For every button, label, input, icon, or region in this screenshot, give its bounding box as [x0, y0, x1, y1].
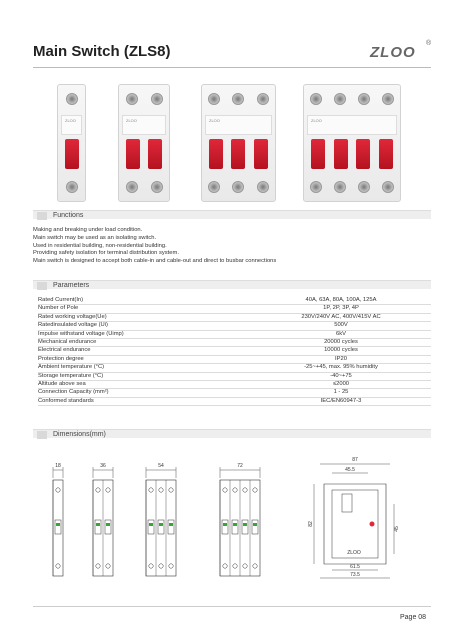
green-indicator [159, 523, 163, 526]
parameter-name: Connection Capacity (mm²) [38, 389, 251, 397]
parameter-row [38, 305, 431, 313]
parameter-row [38, 355, 431, 363]
functions-list [33, 227, 431, 266]
side-height-dimension-label: 82 [308, 521, 314, 527]
handle-outline [232, 520, 238, 534]
side-bottom-dimension-label: 73.5 [350, 572, 360, 578]
red-toggle-handle [148, 139, 162, 169]
screw-icon [382, 181, 394, 193]
parameter-row [38, 297, 431, 305]
label-plate-brand: ZLOO [126, 118, 137, 123]
breaker-photo-2p [118, 84, 170, 202]
terminal-screws [202, 93, 275, 105]
label-plate-brand: ZLOO [311, 118, 322, 123]
green-indicator [56, 523, 60, 526]
breaker-photo-3p [201, 84, 276, 202]
red-toggle-handle [254, 139, 268, 169]
functions-heading: Functions [53, 212, 84, 219]
side-inner-bottom-dimension-label: 61.5 [350, 564, 360, 570]
green-indicator [96, 523, 100, 526]
side-inner-top-dimension-label: 45.5 [345, 467, 355, 473]
width-dimension-label: 72 [237, 463, 243, 469]
function-line: Main switch is designed to accept both cable-in and cable-out and direct to busbar connections [33, 258, 277, 265]
registered-mark: ® [426, 40, 432, 47]
green-indicator [253, 523, 257, 526]
section-marker [37, 431, 47, 439]
red-toggle-handle [65, 139, 79, 169]
terminal-screws [202, 181, 275, 193]
toggle-handles [122, 139, 166, 169]
parameter-name: Protection degree [38, 355, 251, 363]
red-toggle-handle [356, 139, 370, 169]
screw-icon [358, 93, 370, 105]
handle-outline [55, 520, 61, 534]
green-indicator [169, 523, 173, 526]
parameter-row [38, 347, 431, 355]
parameter-name: Altitude above sea [38, 381, 251, 389]
screw-icon [257, 181, 269, 193]
function-line: Main switch may be used as an isolating switch. [33, 234, 157, 241]
breaker-photo-4p [303, 84, 401, 202]
screw-icon [151, 93, 163, 105]
terminal-screws [58, 93, 85, 105]
parameter-value: 40A, 63A, 80A, 100A, 125A [251, 297, 431, 305]
parameter-value: 10000 cycles [251, 347, 431, 355]
red-toggle-handle [379, 139, 393, 169]
parameter-value: 6kV [251, 330, 431, 338]
screw-icon [358, 181, 370, 193]
red-toggle-handle [231, 139, 245, 169]
label-plate [205, 115, 272, 135]
red-toggle-handle [334, 139, 348, 169]
terminal-screws [119, 93, 169, 105]
toggle-handles [307, 139, 397, 169]
parameter-row [38, 389, 431, 397]
screw-icon [232, 93, 244, 105]
terminal-screws [304, 93, 400, 105]
brand-logo: ZLOO [370, 44, 416, 61]
screw-icon [208, 181, 220, 193]
red-toggle-handle [126, 139, 140, 169]
side-top-dimension-label: 87 [352, 457, 358, 463]
handle-outline [242, 520, 248, 534]
handle-outline [95, 520, 101, 534]
label-plate [307, 115, 397, 135]
terminal-screws [304, 181, 400, 193]
red-indicator-dot [370, 522, 375, 527]
parameter-row [38, 330, 431, 338]
parameters-heading: Parameters [53, 282, 90, 289]
footer-divider [33, 606, 431, 607]
section-marker [37, 212, 47, 220]
width-dimension-label: 36 [100, 463, 106, 469]
parameter-name: Rated Current(In) [38, 297, 251, 305]
parameter-row [38, 322, 431, 330]
handle-outline [158, 520, 164, 534]
toggle-handles [61, 139, 82, 169]
title-divider [33, 67, 431, 68]
screw-icon [232, 181, 244, 193]
screw-icon [66, 93, 78, 105]
parameter-name: Electrical endurance [38, 347, 251, 355]
green-indicator [149, 523, 153, 526]
parameter-value: IEC/EN60947-3 [251, 397, 431, 405]
dimension-drawing-svg [33, 450, 431, 580]
parameter-value: -40~+75 [251, 372, 431, 380]
parameter-row [38, 313, 431, 321]
product-photo-row [33, 70, 431, 210]
screw-icon [151, 181, 163, 193]
parameter-row [38, 397, 431, 405]
parameter-name: Number of Pole [38, 305, 251, 313]
handle-outline [222, 520, 228, 534]
page-title: Main Switch (ZLS8) [33, 43, 171, 60]
parameter-name: Ambient temperature (°C) [38, 364, 251, 372]
width-dimension-label: 18 [55, 463, 61, 469]
parameter-name: Storage temperature (°C) [38, 372, 251, 380]
dimension-drawings [33, 450, 431, 580]
label-plate [122, 115, 166, 135]
dimensions-heading: Dimensions(mm) [53, 431, 106, 438]
parameter-row [38, 339, 431, 347]
screw-icon [382, 93, 394, 105]
toggle-handles [205, 139, 272, 169]
parameter-name: Impulse withstand voltage (Uimp) [38, 330, 251, 338]
screw-icon [126, 181, 138, 193]
parameter-name: Conformed standards [38, 397, 251, 405]
parameter-value: -25~+45, max. 95% humidity [251, 364, 431, 372]
red-toggle-handle [209, 139, 223, 169]
green-indicator [233, 523, 237, 526]
green-indicator [243, 523, 247, 526]
functions-section-bar [33, 210, 431, 219]
parameter-row [38, 381, 431, 389]
label-plate [61, 115, 82, 135]
screw-icon [334, 93, 346, 105]
parameter-name: Rated working voltage(Ue) [38, 313, 251, 321]
parameter-value: 1 - 25 [251, 389, 431, 397]
parameter-value: 1P, 2P, 3P, 4P [251, 305, 431, 313]
screw-icon [257, 93, 269, 105]
screw-icon [334, 181, 346, 193]
parameter-row [38, 364, 431, 372]
screw-icon [66, 181, 78, 193]
section-marker [37, 282, 47, 290]
screw-icon [126, 93, 138, 105]
width-dimension-label: 54 [158, 463, 164, 469]
function-line: Making and breaking under load condition. [33, 227, 143, 233]
side-right-dimension-label: 45 [394, 526, 400, 532]
green-indicator [223, 523, 227, 526]
green-indicator [106, 523, 110, 526]
label-plate-brand: ZLOO [209, 118, 220, 123]
terminal-screws [119, 181, 169, 193]
breaker-photo-1p [57, 84, 86, 202]
function-line: Used in residential building, non-residential building. [33, 242, 167, 249]
screw-icon [310, 181, 322, 193]
parameter-value: ≤2000 [251, 381, 431, 389]
parameter-name: Ratedinsulated voltage (Ui) [38, 322, 251, 330]
screw-icon [208, 93, 220, 105]
parameters-table [38, 297, 431, 406]
parameter-name: Mechanical endurance [38, 339, 251, 347]
parameter-value: 230V/240V AC, 400V/415V AC [251, 313, 431, 321]
terminal-screws [58, 181, 85, 193]
side-view-brand: ZLOO [347, 550, 361, 556]
parameter-value: 20000 cycles [251, 339, 431, 347]
red-toggle-handle [311, 139, 325, 169]
page-number: Page 08 [400, 614, 427, 621]
handle-outline [148, 520, 154, 534]
parameter-value: 500V [251, 322, 431, 330]
handle-outline [252, 520, 258, 534]
parameter-row [38, 372, 431, 380]
dimensions-section-bar [33, 429, 431, 438]
parameter-value: IP20 [251, 355, 431, 363]
handle-outline [168, 520, 174, 534]
screw-icon [310, 93, 322, 105]
label-plate-brand: ZLOO [65, 118, 76, 123]
handle-outline [105, 520, 111, 534]
function-line: Providing safety isolation for terminal distribution system. [33, 250, 179, 257]
parameters-section-bar [33, 280, 431, 289]
